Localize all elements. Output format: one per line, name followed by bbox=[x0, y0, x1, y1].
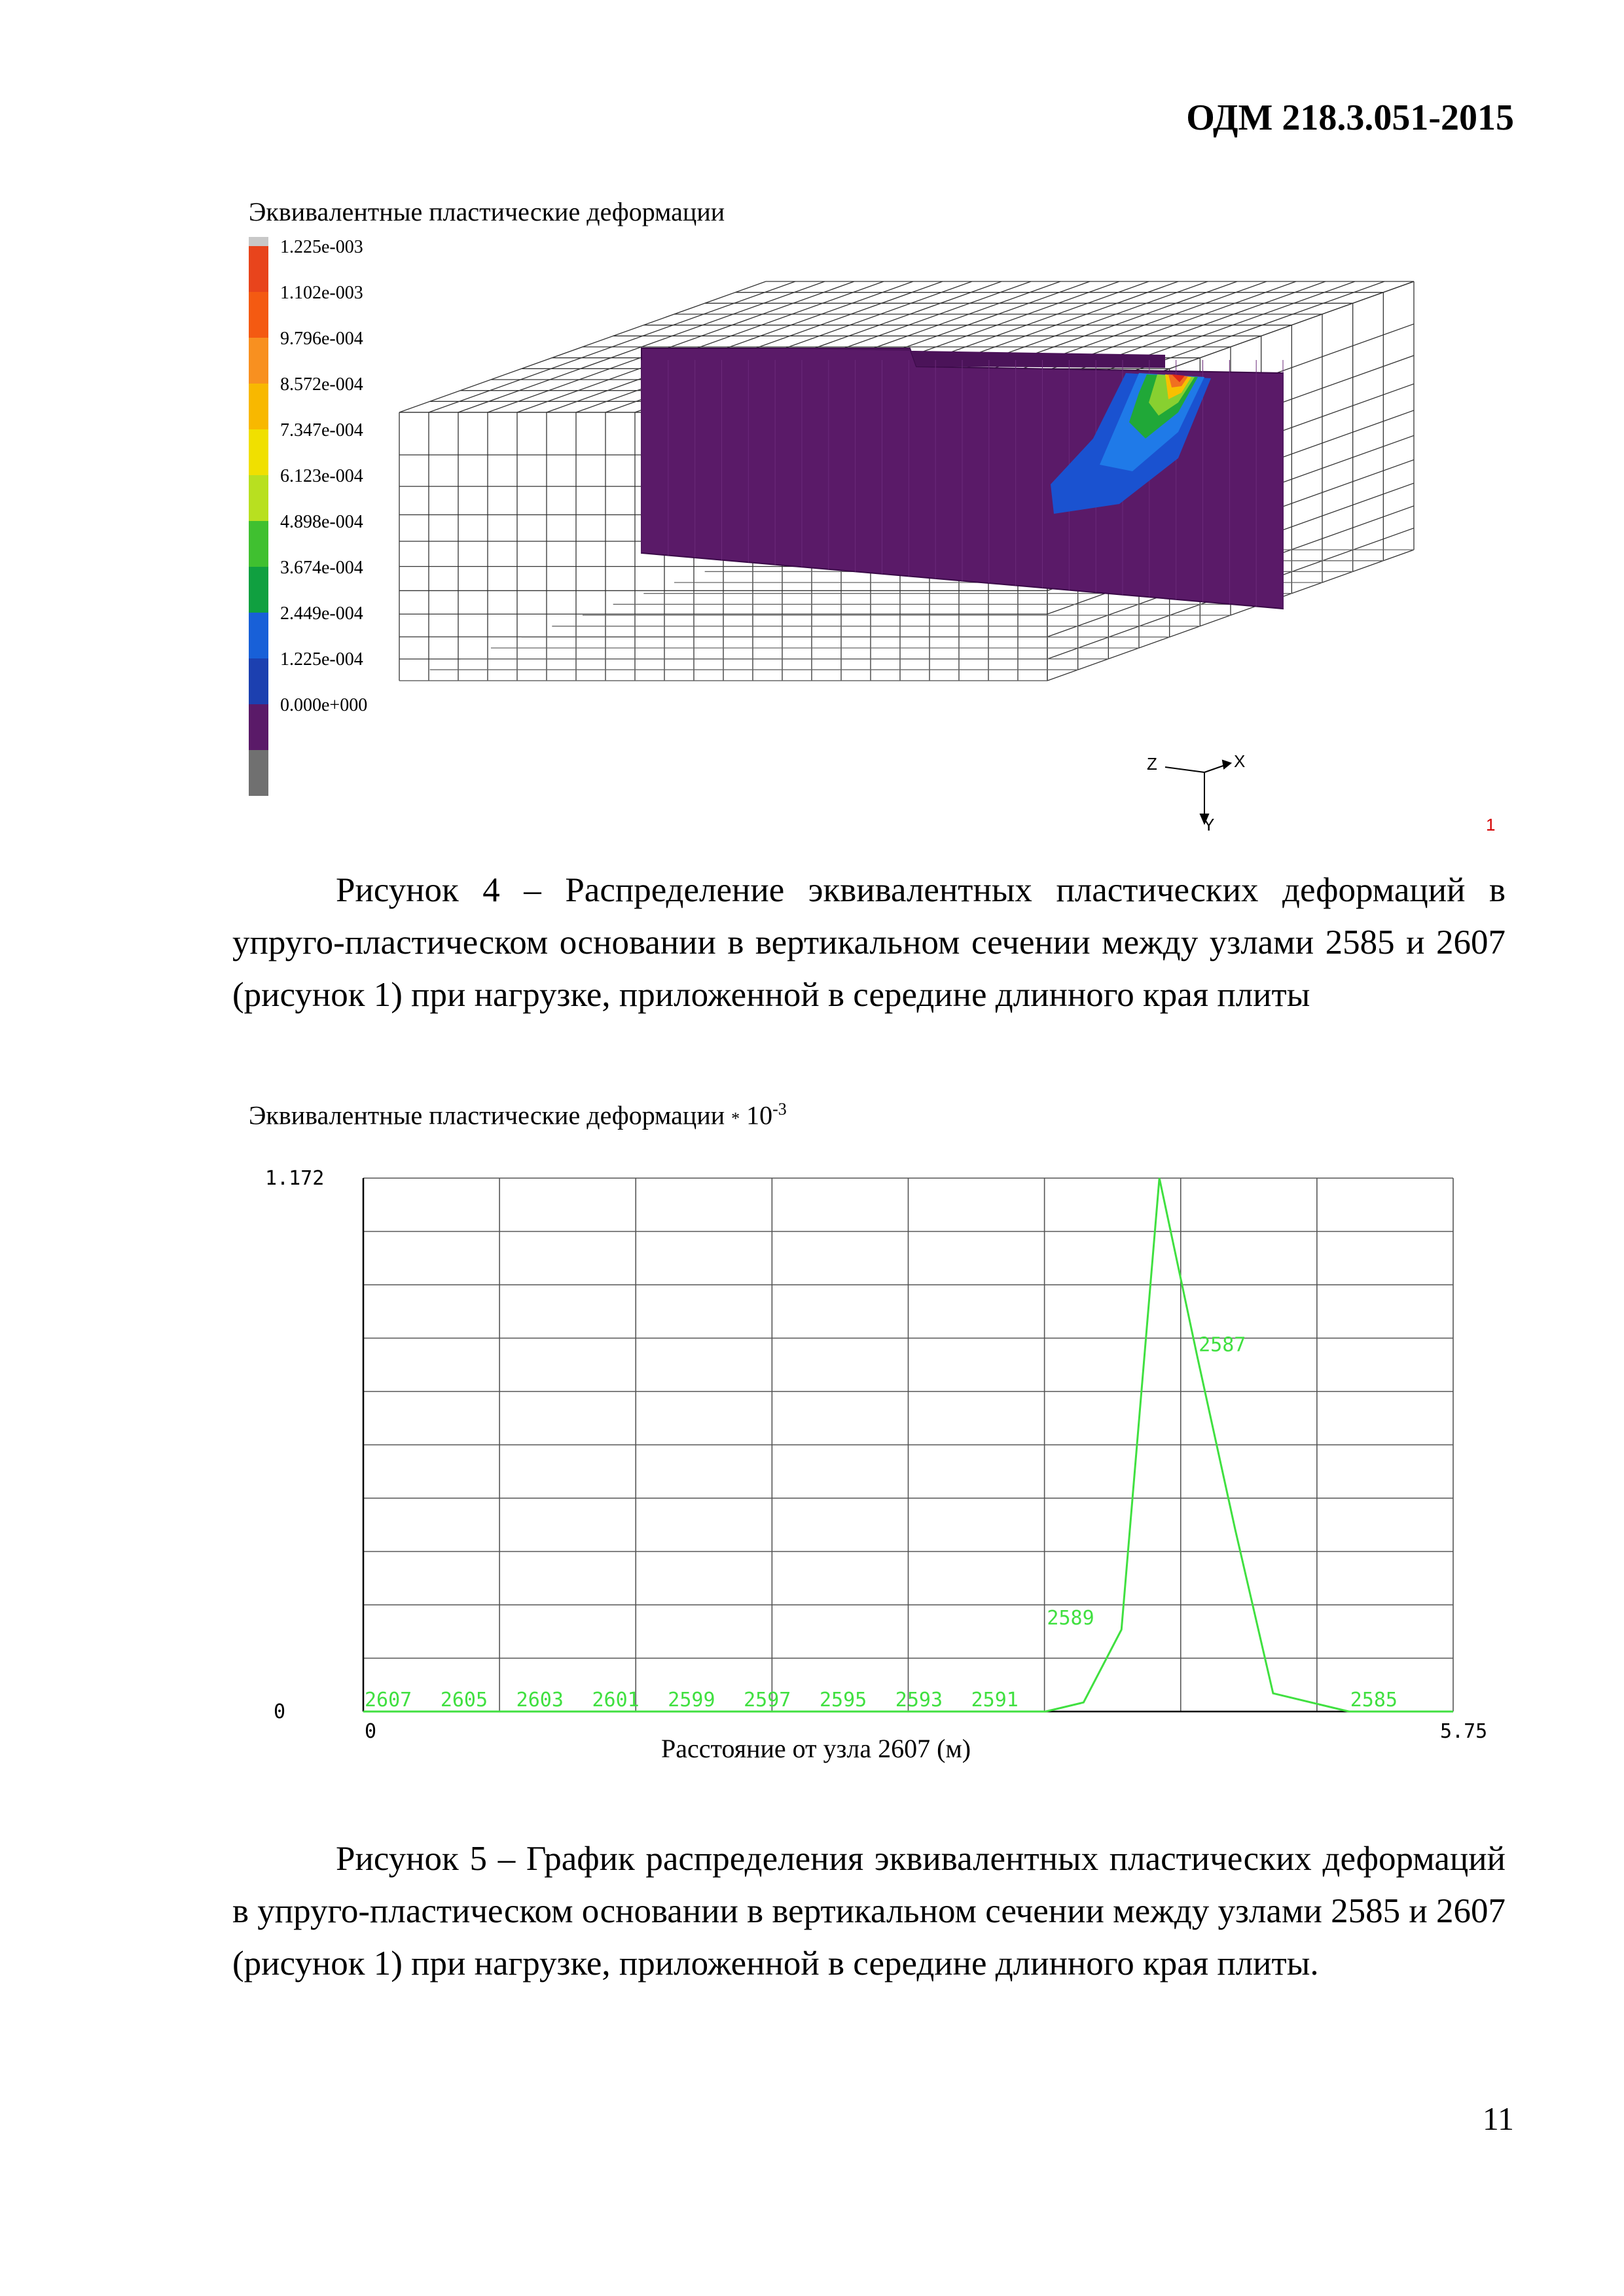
node-label: 2599 bbox=[668, 1689, 715, 1712]
y-tick-label: 0 bbox=[274, 1700, 286, 1723]
axis-x-label: X bbox=[1234, 751, 1246, 771]
legend-label: 3.674e-004 bbox=[280, 558, 363, 578]
figure-4 bbox=[249, 196, 1506, 851]
node-label: 2597 bbox=[744, 1689, 791, 1712]
node-label: 2595 bbox=[819, 1689, 867, 1712]
x-tick-label: 0 bbox=[365, 1720, 377, 1743]
legend-label: 9.796e-004 bbox=[280, 329, 363, 349]
node-label: 2587 bbox=[1199, 1333, 1246, 1357]
x-tick-label: 5.75 bbox=[1440, 1720, 1488, 1743]
axis-triad bbox=[1165, 761, 1231, 823]
node-label: 2601 bbox=[592, 1689, 640, 1712]
y-tick-label: 1.172 bbox=[265, 1167, 325, 1190]
x-axis-label: Расстояние от узла 2607 (м) bbox=[661, 1734, 971, 1763]
view-marker: 1 bbox=[1486, 815, 1496, 834]
axis-z-label: Z bbox=[1147, 754, 1157, 774]
figure-4-caption: Рисунок 4 – Распределение эквивалентных пластических деформаций в упруго-пластическом основании в вертикальном сечении между узлами 2585 и 2607 (рисунок 1) при нагрузке, приложенной в середине длинного края плиты bbox=[232, 871, 1506, 1014]
legend-label: 7.347e-004 bbox=[280, 420, 363, 440]
node-label: 2585 bbox=[1350, 1689, 1398, 1712]
node-label: 2589 bbox=[1047, 1606, 1094, 1630]
fem-mesh-view bbox=[249, 196, 1506, 851]
page-number: 11 bbox=[1482, 2100, 1514, 2137]
legend-label: 1.102e-003 bbox=[280, 283, 363, 303]
node-label: 2593 bbox=[895, 1689, 943, 1712]
legend-label: 1.225e-004 bbox=[280, 649, 363, 670]
figure-5 bbox=[249, 1100, 1532, 1780]
node-label: 2591 bbox=[971, 1689, 1019, 1712]
legend-label: 8.572e-004 bbox=[280, 374, 363, 395]
figure-5-caption: Рисунок 5 – График распределения эквивалентных пластических деформаций в упруго-пластическом основании в вертикальном сечении между узлами 2585 и 2607 (рисунок 1) при нагрузке, приложенной в середине длинного края плиты. bbox=[232, 1840, 1506, 1982]
figure-4-title: Эквивалентные пластические деформации bbox=[249, 197, 725, 226]
chart-grid bbox=[363, 1178, 1453, 1712]
node-label: 2605 bbox=[440, 1689, 488, 1712]
chart-title: Эквивалентные пластические деформации * $10^{-3}$ bbox=[249, 1100, 787, 1130]
line-chart bbox=[249, 1100, 1532, 1743]
legend-label: 6.123e-004 bbox=[280, 466, 363, 486]
legend-label: 0.000e+000 bbox=[280, 695, 368, 715]
legend-label: 2.449e-004 bbox=[280, 603, 363, 624]
document-code: ОДМ 218.3.051-2015 bbox=[1186, 98, 1514, 138]
axis-y-label: Y bbox=[1203, 815, 1215, 834]
node-label: 2603 bbox=[516, 1689, 564, 1712]
legend-label: 1.225e-003 bbox=[280, 237, 363, 257]
legend-label: 4.898e-004 bbox=[280, 512, 363, 532]
node-label: 2607 bbox=[365, 1689, 412, 1712]
